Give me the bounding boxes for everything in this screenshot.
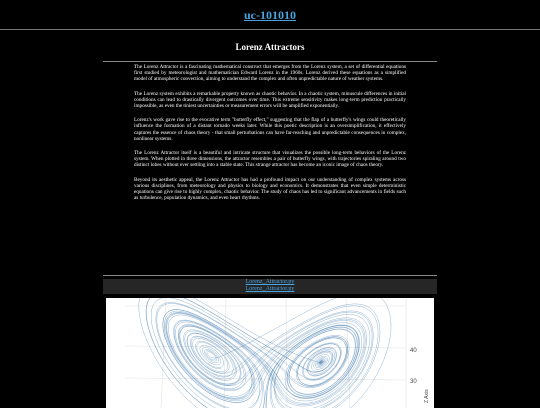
content-divider — [103, 275, 437, 276]
script-link-2[interactable]: Lorenz_Attractor.py — [103, 286, 437, 293]
site-title-link[interactable]: uc-101010 — [0, 8, 540, 23]
script-link-1[interactable]: Lorenz_Attractor.py — [103, 279, 437, 286]
paragraph: The Lorenz Attractor itself is a beautiful and intricate structure that visualizes the possible long-term behaviors of the Lorenz system. When plotted in three dimensions, the attractor resembles a pair of butterfly wings, with trajectories spiraling around two distinct lobes without ever settling into a stable state. This strange attractor has become an iconic image of chaos theory. — [134, 150, 406, 169]
lorenz-3d-plot[interactable] — [106, 298, 434, 408]
paragraph: Beyond its aesthetic appeal, the Lorenz Attractor has had a profound impact on our understanding of complex systems across various disciplines, from meteorology and physics to biology and economics. It demonstrates that even simple deterministic equations can give rise to highly complex, chaotic behavior. The study of chaos has led to significant advancements in fields such as turbulence, population dynamics, and even heart rhythms. — [134, 177, 406, 202]
plot-canvas — [106, 298, 434, 408]
paragraph: The Lorenz system exhibits a remarkable property known as chaotic behavior. In a chaotic system, minuscule differences in initial conditions can lead to drastically divergent outcomes over time. This extreme sensitivity makes long-term prediction practically impossible, as even the tiniest uncertainties or measurement errors will be amplified exponentially. — [134, 91, 406, 110]
z-tick-40: 40 — [410, 348, 417, 354]
paragraph: Lorenz's work gave rise to the evocative term "butterfly effect," suggesting that the flap of a butterfly's wings could theoretically influence the formation of a distant tornado weeks later. While this poetic description is an oversimplification, it effectively captures the essence of chaos theory - that small perturbations can have far-reaching and unpredictable consequences in complex, nonlinear systems. — [134, 117, 406, 142]
header-divider — [0, 29, 540, 30]
trajectory-segment — [151, 298, 372, 408]
paragraph: The Lorenz Attractor is a fascinating mathematical construct that emerges from the Lorenz system, a set of differential equations first studied by meteorologist and mathematician Edward Lorenz in the 1960s. Lorenz derived these equations as a simplified model of atmospheric convection, aiming to understand the complex and often unpredictable nature of weather systems. — [134, 64, 406, 83]
download-links — [103, 279, 437, 294]
trajectory-segment — [157, 303, 362, 408]
z-tick-30: 30 — [410, 379, 417, 385]
page-title: Lorenz Attractors — [0, 42, 540, 52]
article-body — [134, 64, 406, 209]
title-divider — [103, 61, 437, 62]
z-axis-label: Z Axis — [424, 389, 430, 403]
attractor-trajectory — [139, 298, 391, 408]
